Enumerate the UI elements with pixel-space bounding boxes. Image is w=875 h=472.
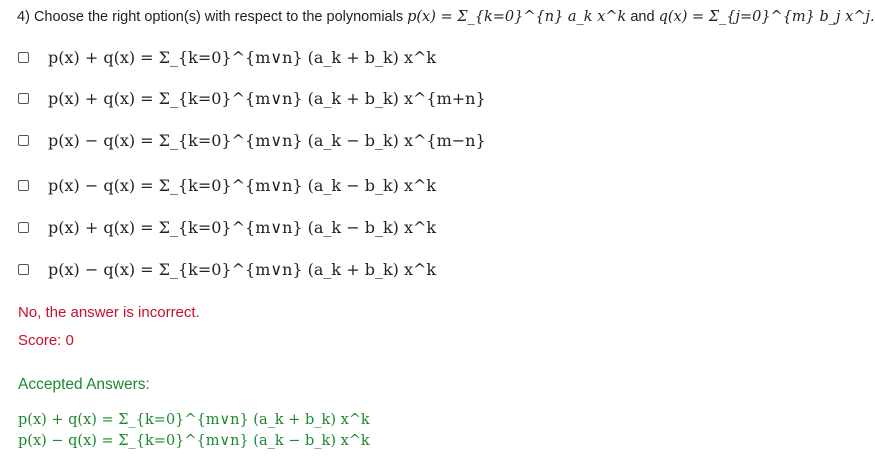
- option-6-label: p(x) − q(x) = Σ_{k=0}^{m∨n} (a_k + b_k) x^k: [48, 259, 437, 279]
- option-1-checkbox[interactable]: [18, 52, 29, 63]
- question-prompt: Choose the right option(s) with respect to the polynomials: [33, 9, 404, 25]
- option-1-label: p(x) + q(x) = Σ_{k=0}^{m∨n} (a_k + b_k) x^k: [48, 47, 437, 67]
- accepted-answers-list: [18, 410, 370, 452]
- option-5-label: p(x) + q(x) = Σ_{k=0}^{m∨n} (a_k − b_k) x^k: [48, 217, 437, 237]
- option-6-checkbox[interactable]: [18, 264, 29, 275]
- accepted-answer-2: p(x) − q(x) = Σ_{k=0}^{m∨n} (a_k − b_k) x^k: [18, 433, 370, 449]
- question-connector: and: [630, 9, 655, 25]
- option-4-checkbox[interactable]: [18, 180, 29, 191]
- accepted-answers-heading: Accepted Answers:: [18, 376, 150, 393]
- option-2[interactable]: [18, 85, 486, 111]
- p-definition: p(x) = Σ_{k=0}^{n} a_k x^k: [407, 9, 627, 25]
- option-5-checkbox[interactable]: [18, 222, 29, 233]
- option-6[interactable]: [18, 256, 436, 282]
- option-1[interactable]: [18, 44, 436, 70]
- option-2-label: p(x) + q(x) = Σ_{k=0}^{m∨n} (a_k + b_k) x^{m+n}: [48, 88, 486, 108]
- accepted-answer-1: p(x) + q(x) = Σ_{k=0}^{m∨n} (a_k + b_k) x^k: [18, 412, 370, 428]
- q-definition: q(x) = Σ_{j=0}^{m} b_j x^j.: [658, 9, 875, 25]
- option-3-checkbox[interactable]: [18, 135, 29, 146]
- score-text: Score: 0: [18, 332, 74, 349]
- option-4-label: p(x) − q(x) = Σ_{k=0}^{m∨n} (a_k − b_k) x^k: [48, 175, 437, 195]
- option-3[interactable]: [18, 127, 486, 153]
- option-3-label: p(x) − q(x) = Σ_{k=0}^{m∨n} (a_k − b_k) x^{m−n}: [48, 130, 486, 150]
- option-5[interactable]: [18, 214, 436, 240]
- option-2-checkbox[interactable]: [18, 93, 29, 104]
- result-message: No, the answer is incorrect.: [18, 304, 200, 321]
- option-4[interactable]: [18, 172, 436, 198]
- question-text: [17, 6, 875, 28]
- question-number: 4): [17, 9, 30, 25]
